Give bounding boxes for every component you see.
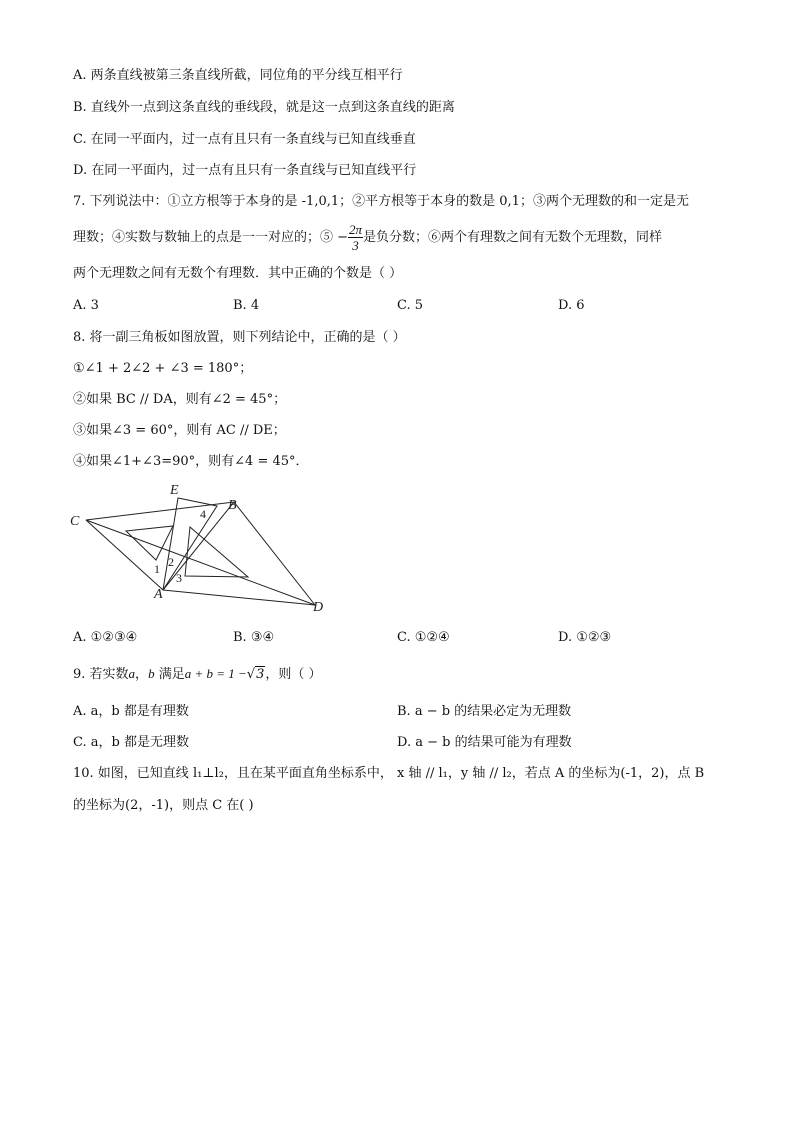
q8-statement-4: ④如果∠1+∠3=90°，则有∠4 = 45°． — [73, 454, 309, 469]
triangle-boards-figure — [60, 478, 340, 618]
q9-equation: a + b = 1 − — [184, 666, 247, 681]
angle-label-1: 1 — [154, 562, 160, 576]
q10-line-1: 10. 如图，已知直线 l₁⊥l₂，且在某平面直角坐标系中， x 轴 // l₁，y 轴 // l₂，若点 A 的坐标为(-1，2)，点 B — [73, 766, 705, 781]
q9-stem-c: ，则（ ） — [265, 667, 322, 682]
fraction-denominator: 3 — [352, 238, 359, 253]
sqrt-symbol-icon: √ — [246, 667, 256, 682]
q7-option-c: C. 5 — [397, 298, 424, 313]
q9-sqrt-3: 3 — [256, 667, 265, 682]
q6-option-a: A. 两条直线被第三条直线所截，同位角的平分线互相平行 — [73, 68, 403, 83]
q9-var-a: a — [128, 666, 136, 681]
line-a-d — [163, 590, 315, 605]
q9-stem — [73, 665, 322, 684]
label-a: A — [154, 587, 163, 602]
q7-line-3: 两个无理数之间有无数个有理数．其中正确的个数是（ ） — [73, 266, 403, 281]
q6-option-b: B. 直线外一点到这条直线的垂线段，就是这一点到这条直线的距离 — [73, 100, 455, 115]
q8-statement-2: ②如果 BC // DA，则有∠2 = 45°； — [73, 392, 287, 407]
angle-label-4: 4 — [200, 507, 206, 521]
fraction-numerator: 2π — [349, 222, 363, 237]
q8-option-b: B. ③④ — [233, 630, 275, 645]
q9-stem-b: 满足 — [154, 667, 185, 682]
q9-stem-a: 9. 若实数 — [73, 667, 129, 682]
q6-option-d: D. 在同一平面内，过一点有且只有一条直线与已知直线平行 — [73, 163, 417, 178]
label-b: B — [228, 498, 237, 513]
inner-cutout-left — [126, 526, 173, 560]
q9-option-d: D. a − b 的结果可能为有理数 — [397, 735, 572, 750]
label-d: D — [313, 600, 324, 615]
q8-statement-1: ①∠1 + 2∠2 + ∠3 = 180°； — [73, 361, 253, 376]
label-c: C — [70, 514, 80, 529]
q9-comma: ， — [135, 667, 149, 682]
q7-option-a: A. 3 — [73, 298, 99, 313]
q9-option-c: C. a，b 都是无理数 — [73, 735, 189, 750]
label-e: E — [170, 483, 179, 498]
q9-option-b: B. a − b 的结果必定为无理数 — [397, 704, 572, 719]
q9-option-a: A. a，b 都是有理数 — [73, 704, 189, 719]
inner-cutout-right — [185, 527, 248, 577]
q8-stem: 8. 将一副三角板如图放置，则下列结论中，正确的是（ ） — [73, 330, 406, 345]
q7-line-2-b: 是负分数；⑥两个有理数之间有无数个无理数，同样 — [363, 230, 663, 245]
q6-option-c: C. 在同一平面内，过一点有且只有一条直线与已知直线垂直 — [73, 132, 416, 147]
q7-line-2 — [73, 222, 662, 253]
q8-option-a: A. ①②③④ — [73, 630, 138, 645]
q9-var-b: b — [148, 666, 155, 681]
q7-option-b: B. 4 — [233, 298, 260, 313]
q7-line-2-a: 理数；④实数与数轴上的点是一一对应的；⑤ − — [73, 230, 349, 245]
angle-label-2: 2 — [168, 555, 174, 569]
q8-option-d: D. ①②③ — [558, 630, 612, 645]
q8-option-c: C. ①②④ — [397, 630, 450, 645]
fraction-2pi-over-3 — [348, 222, 363, 253]
q7-line-1: 7. 下列说法中：①立方根等于本身的是 -1,0,1；②平方根等于本身的数是 0,1；③两个无理数的和一定是无 — [73, 194, 689, 209]
q10-line-2: 的坐标为(2，-1)，则点 C 在( ) — [73, 798, 254, 813]
q7-option-d: D. 6 — [558, 298, 585, 313]
angle-label-3: 3 — [176, 571, 182, 585]
q8-statement-3: ③如果∠3 = 60°，则有 AC // DE； — [73, 423, 286, 438]
